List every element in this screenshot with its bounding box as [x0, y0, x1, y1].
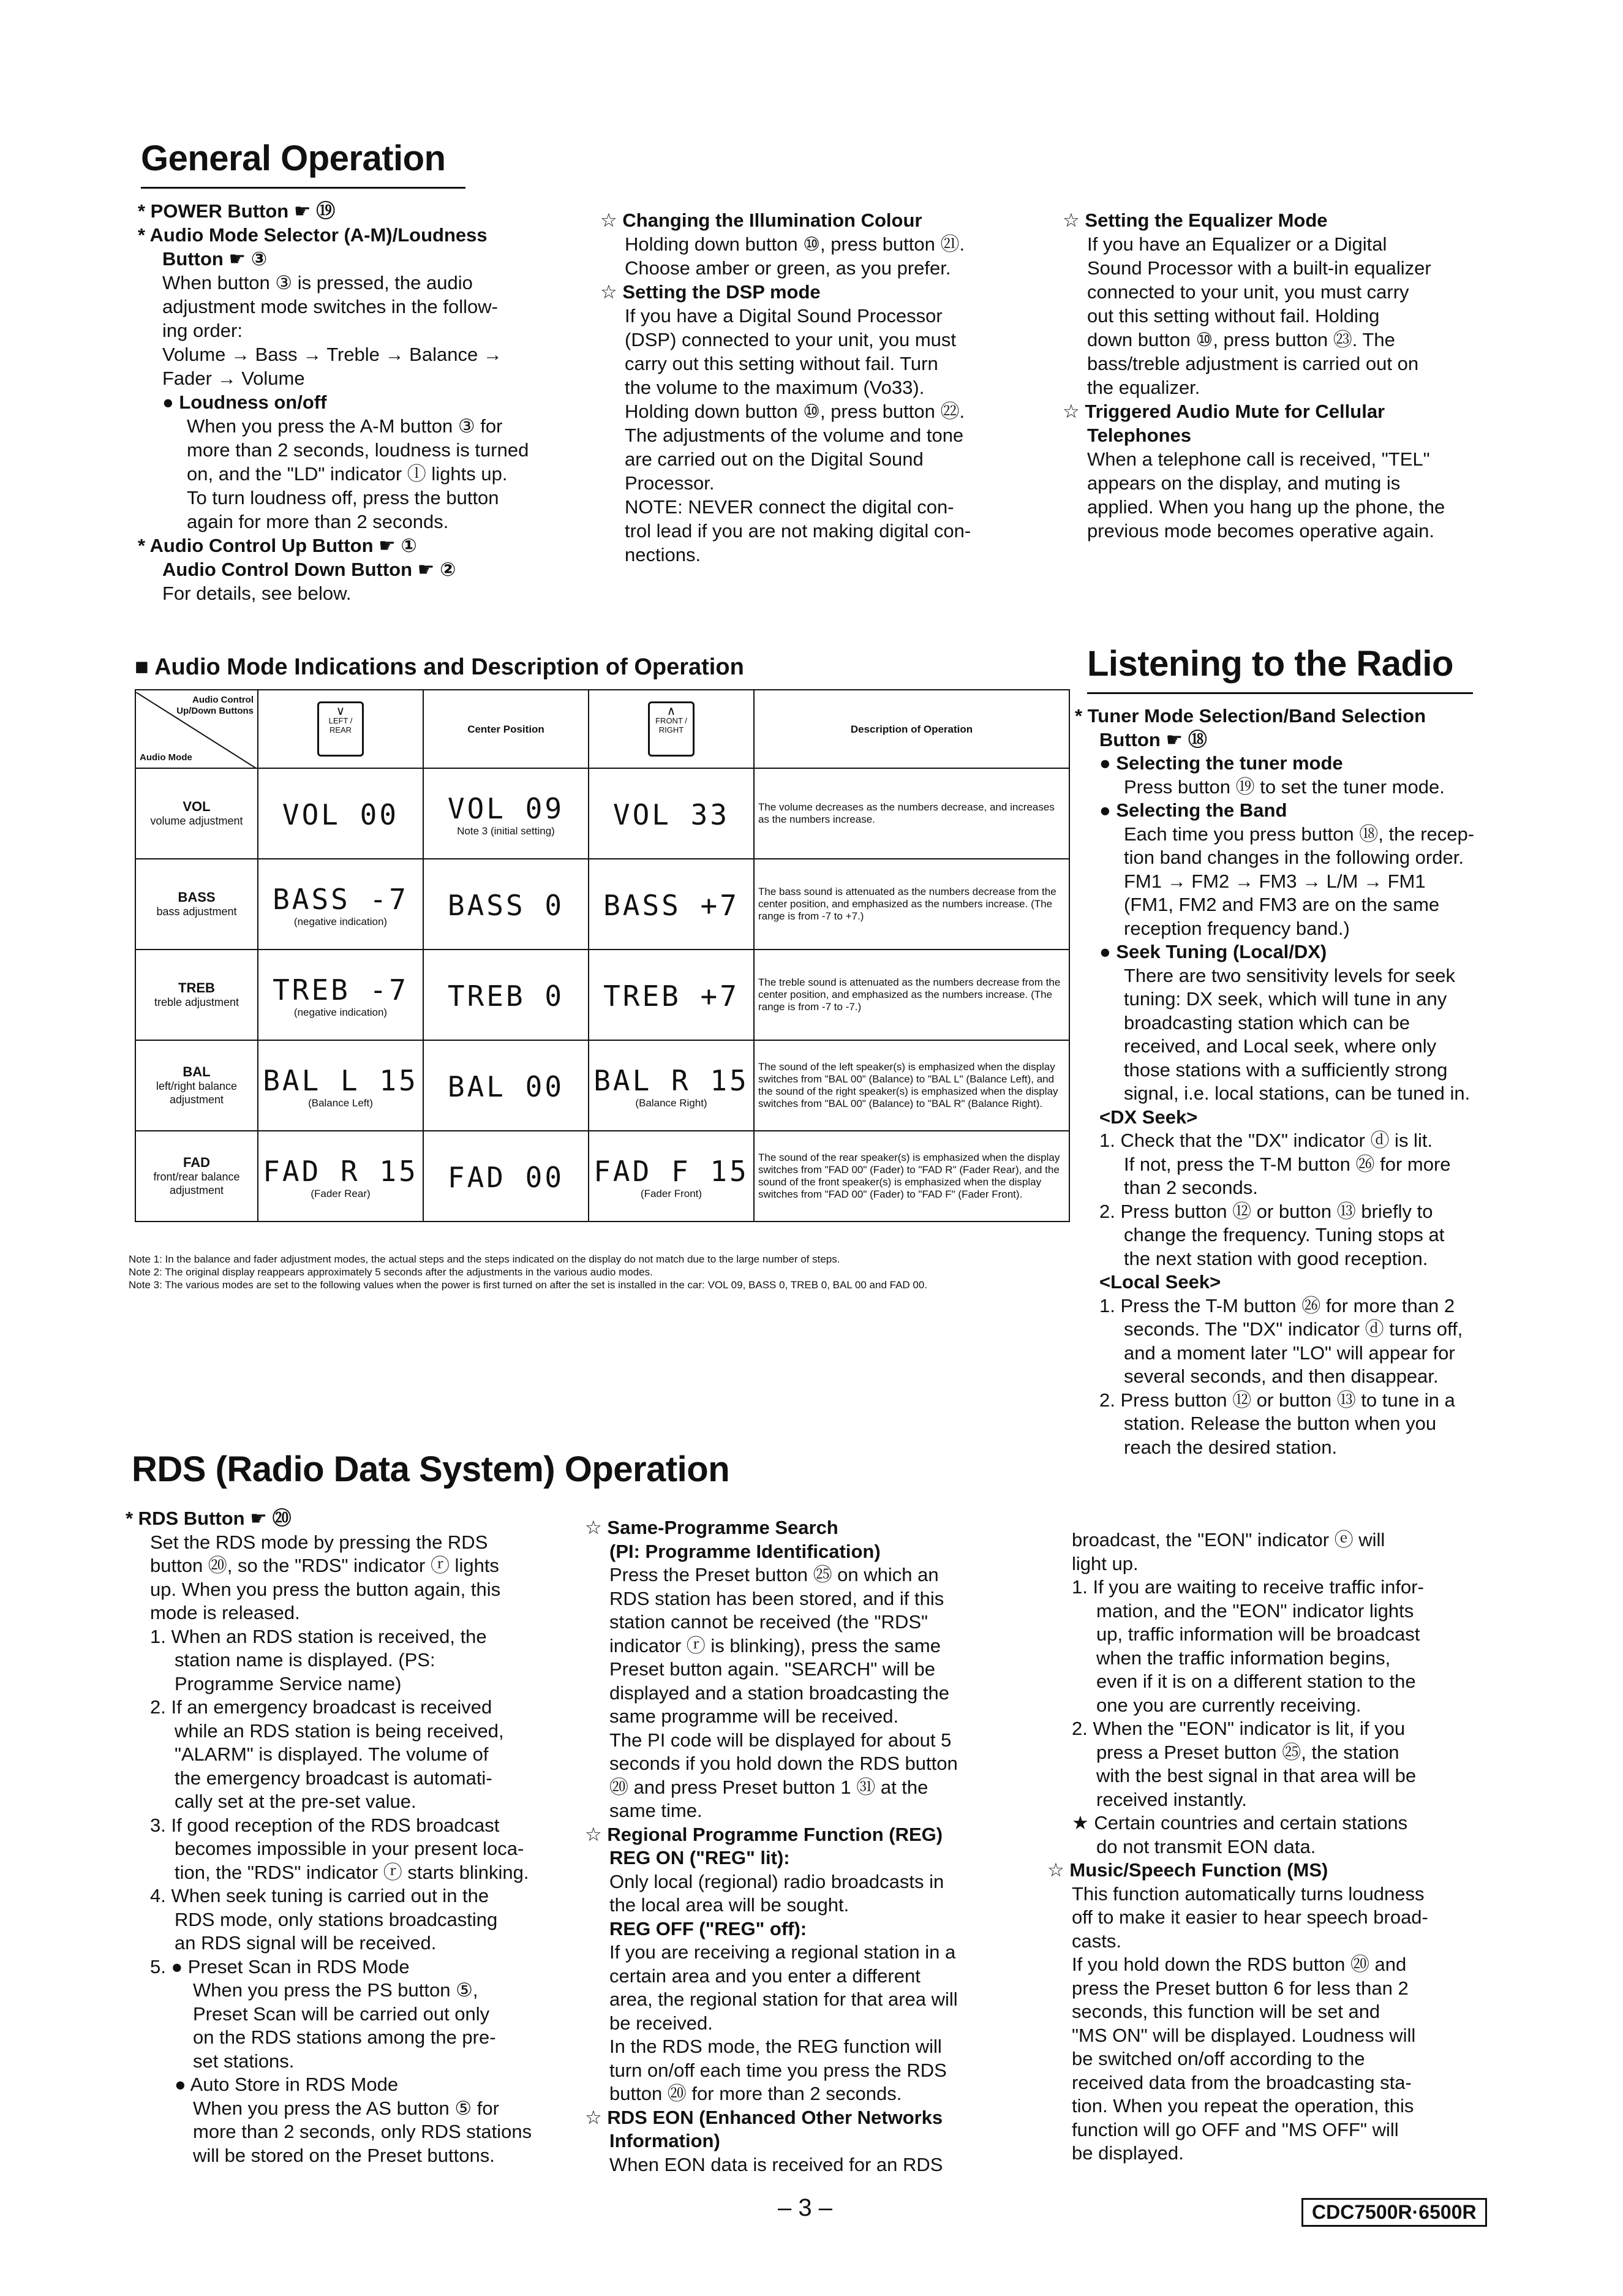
text-line: 1. Check that the "DX" indicator ⓓ is lit. [1099, 1130, 1433, 1151]
text-line: "ALARM" is displayed. The volume of [175, 1743, 489, 1765]
text-line: casts. [1072, 1930, 1121, 1952]
text-line: ☆ Music/Speech Function (MS) [1047, 1859, 1328, 1881]
text-line: If not, press the T-M button ㉖ for more [1124, 1153, 1451, 1175]
text-line: on, and the "LD" indicator ⓛ lights up. [187, 463, 508, 485]
text-line: one you are currently receiving. [1096, 1694, 1361, 1716]
text-line: those stations with a sufficiently strong [1124, 1059, 1448, 1081]
text-line: The PI code will be displayed for about 5 [609, 1729, 952, 1751]
title-underline [141, 187, 465, 189]
mode-name: FAD [183, 1154, 210, 1170]
header-description: Description of Operation [754, 690, 1069, 768]
text-line: received instantly. [1096, 1788, 1247, 1810]
general-col-1 [138, 199, 603, 605]
text-line: When a telephone call is received, "TEL" [1087, 448, 1430, 470]
text-line: 2. Press button ⑫ or button ⑬ briefly to [1099, 1200, 1433, 1222]
text-line: Audio Control Down Button ☛ ② [162, 559, 456, 580]
text-line: cally set at the pre-set value. [175, 1791, 416, 1812]
text-line: ☆ Changing the Illumination Colour [600, 210, 922, 231]
text-line: ☆ RDS EON (Enhanced Other Networks [585, 2106, 943, 2128]
text-line: out this setting without fail. Holding [1087, 305, 1380, 327]
text-line: do not transmit EON data. [1096, 1835, 1316, 1857]
display-text: BASS +7 [603, 889, 739, 922]
text-line: and a moment later "LO" will appear for [1124, 1342, 1455, 1364]
display-text: FAD F 15 [593, 1155, 749, 1188]
text-line: tuning: DX seek, which will tune in any [1124, 988, 1447, 1010]
text-line: 1. When an RDS station is received, the [150, 1625, 487, 1647]
text-line: (PI: Programme Identification) [609, 1540, 881, 1562]
display-right [589, 1040, 754, 1131]
text-line: light up. [1072, 1552, 1139, 1574]
text-line: nections. [625, 544, 701, 565]
text-line: Sound Processor with a built-in equalizer [1087, 257, 1431, 279]
description-cell: The bass sound is attenuated as the numbers decrease from the center position, and emphasized as the numbers increase. (The range is from -7 to +7.) [754, 859, 1069, 950]
display-left [258, 1040, 423, 1131]
text-line: more than 2 seconds, loudness is turned [187, 439, 529, 461]
text-line: than 2 seconds. [1124, 1177, 1258, 1198]
text-line: For details, see below. [162, 583, 352, 604]
text-line: when the traffic information begins, [1096, 1647, 1391, 1669]
text-line: with the best signal in that area will be [1096, 1765, 1417, 1786]
text-line: down button ⑩, press button ㉓. The [1087, 329, 1395, 350]
text-line: If you hold down the RDS button ⑳ and [1072, 1954, 1407, 1975]
text-line: the next station with good reception. [1124, 1247, 1428, 1269]
text-line: are carried out on the Digital Sound [625, 448, 924, 470]
text-line: station name is displayed. (PS: [175, 1649, 435, 1671]
display-text: VOL 33 [612, 798, 730, 831]
text-line: ☆ Setting the DSP mode [600, 281, 821, 303]
text-line: In the RDS mode, the REG function will [609, 2036, 942, 2057]
mode-sub: left/right balance adjustment [156, 1079, 238, 1106]
text-line: change the frequency. Tuning stops at [1124, 1224, 1445, 1245]
text-line: There are two sensitivity levels for seek [1124, 964, 1455, 986]
audio-table-heading: ■ Audio Mode Indications and Description of Operation [135, 654, 744, 680]
text-line: 3. If good reception of the RDS broadcast [150, 1814, 500, 1836]
text-line: button ⑳ for more than 2 seconds. [609, 2083, 902, 2104]
text-line: Holding down button ⑩, press button ㉒. [625, 401, 965, 422]
display-caption: (negative indication) [293, 1006, 388, 1018]
text-line: If you have a Digital Sound Processor [625, 305, 943, 327]
text-line: station cannot be received (the "RDS" [609, 1611, 928, 1633]
radio-title-underline [1087, 692, 1473, 694]
text-line: same programme will be received. [609, 1705, 899, 1727]
display-caption: (Balance Right) [635, 1097, 707, 1109]
audio-mode-row [135, 859, 1069, 950]
mode-sub: volume adjustment [150, 814, 243, 827]
display-text: VOL 00 [282, 798, 399, 831]
mode-cell [135, 950, 258, 1040]
text-line: be received. [609, 2012, 713, 2034]
radio-title: Listening to the Radio [1087, 644, 1453, 684]
rds-col-2 [585, 1516, 1050, 2177]
text-line: When you press the AS button ⑤ for [193, 2097, 499, 2119]
text-line: When EON data is received for an RDS [609, 2153, 943, 2175]
text-line: indicator ⓡ is blinking), press the same [609, 1634, 941, 1656]
text-line: ing order: [162, 320, 243, 341]
text-line: 4. When seek tuning is carried out in the [150, 1885, 489, 1906]
mode-cell [135, 1131, 258, 1222]
display-right [589, 768, 754, 859]
text-line: while an RDS station is being received, [175, 1720, 504, 1742]
display-caption: Note 3 (initial setting) [457, 825, 555, 837]
text-line: the equalizer. [1087, 377, 1200, 398]
mode-name: TREB [178, 980, 215, 995]
text-line: tion, the "RDS" indicator ⓡ starts blinking. [175, 1861, 529, 1883]
text-line: Preset button again. "SEARCH" will be [609, 1658, 936, 1680]
text-line: displayed and a station broadcasting the [609, 1682, 949, 1704]
text-line: Button ☛ ⑱ [1099, 728, 1207, 750]
text-line: ☆ Triggered Audio Mute for Cellular [1063, 401, 1385, 422]
mode-sub: bass adjustment [156, 905, 237, 918]
text-line: trol lead if you are not making digital con- [625, 520, 971, 542]
text-line: carry out this setting without fail. Turn [625, 353, 938, 374]
mode-name: VOL [183, 798, 211, 814]
display-right [589, 859, 754, 950]
text-line: To turn loudness off, press the button [187, 487, 499, 508]
up-button-icon: ∧ FRONT / RIGHT [648, 701, 695, 757]
text-line: applied. When you hang up the phone, the [1087, 496, 1445, 518]
text-line: Only local (regional) radio broadcasts in [609, 1870, 944, 1892]
display-center [423, 1040, 589, 1131]
display-center [423, 1131, 589, 1222]
text-line: several seconds, and then disappear. [1124, 1365, 1439, 1387]
text-line: the emergency broadcast is automati- [175, 1767, 492, 1789]
header-left-button [258, 690, 423, 768]
text-line: Each time you press button ⑱, the recep- [1124, 823, 1475, 845]
radio-col [1075, 704, 1565, 1459]
text-line: * POWER Button ☛ ⑲ [138, 200, 336, 222]
text-line: When button ③ is pressed, the audio [162, 272, 473, 293]
text-line: (FM1, FM2 and FM3 are on the same [1124, 894, 1440, 915]
text-line: Press the Preset button ㉕ on which an [609, 1564, 939, 1585]
display-left [258, 1131, 423, 1222]
note-2: Note 2: The original display reappears approximately 5 seconds after the adjustments in the various audio modes. [129, 1266, 653, 1278]
text-line: area, the regional station for that area will [609, 1988, 958, 2010]
text-line: press a Preset button ㉕, the station [1096, 1741, 1399, 1763]
general-col-2 [600, 208, 1066, 567]
text-line: This function automatically turns loudness [1072, 1882, 1425, 1905]
display-caption: (Fader Rear) [311, 1188, 371, 1199]
text-line: Volume → Bass → Treble → Balance → [162, 344, 502, 365]
display-caption: (Balance Left) [308, 1097, 373, 1109]
text-line: up. When you press the button again, this [150, 1578, 501, 1600]
text-line: press the Preset button 6 for less than 2 [1072, 1977, 1409, 1999]
text-line: Processor. [625, 472, 715, 494]
display-caption: (Fader Front) [640, 1188, 702, 1199]
rds-title: RDS (Radio Data System) Operation [132, 1449, 730, 1489]
display-left [258, 859, 423, 950]
display-left [258, 950, 423, 1040]
text-line: Button ☛ ③ [162, 248, 268, 270]
text-line: reception frequency band.) [1124, 917, 1350, 939]
header-diagonal-cell [135, 690, 258, 768]
text-line: ● Selecting the Band [1099, 799, 1287, 821]
audio-mode-row [135, 950, 1069, 1040]
display-text: VOL 09 [447, 792, 565, 825]
display-text: TREB +7 [603, 980, 739, 1013]
text-line: If you have an Equalizer or a Digital [1087, 233, 1387, 255]
text-line: 2. If an emergency broadcast is received [150, 1696, 492, 1718]
text-line: the volume to the maximum (Vo33). [625, 377, 925, 398]
text-line: station. Release the button when you [1124, 1413, 1437, 1434]
text-line: seconds. The "DX" indicator ⓓ turns off, [1124, 1318, 1463, 1340]
display-text: BASS 0 [447, 889, 565, 922]
display-text: FAD R 15 [263, 1155, 418, 1188]
display-right [589, 1131, 754, 1222]
text-line: received, and Local seek, where only [1124, 1035, 1437, 1057]
display-text: BAL R 15 [593, 1064, 749, 1097]
mode-sub: front/rear balance adjustment [153, 1170, 240, 1196]
text-line: broadcasting station which can be [1124, 1011, 1410, 1033]
display-text: TREB 0 [447, 980, 565, 1013]
display-caption: (negative indication) [293, 916, 388, 927]
display-text: BASS -7 [273, 883, 409, 916]
text-line: <Local Seek> [1099, 1271, 1221, 1293]
text-line: reach the desired station. [1124, 1436, 1338, 1458]
text-line: ⑳ and press Preset button 1 ㉛ at the [609, 1776, 928, 1798]
mode-cell [135, 859, 258, 950]
text-line: Telephones [1087, 425, 1191, 446]
text-line: 5. ● Preset Scan in RDS Mode [150, 1955, 410, 1977]
text-line: The adjustments of the volume and tone [625, 425, 964, 446]
text-line: broadcast, the "EON" indicator ⓔ will [1072, 1529, 1385, 1550]
text-line: same time. [609, 1800, 702, 1821]
down-button-icon: ∨ LEFT / REAR [317, 701, 364, 757]
text-line: When you press the A-M button ③ for [187, 415, 503, 437]
text-line: up, traffic information will be broadcast [1096, 1623, 1420, 1645]
text-line: * Audio Mode Selector (A-M)/Loudness [138, 224, 488, 246]
text-line: ☆ Regional Programme Function (REG) [585, 1823, 943, 1845]
text-line: tion. When you repeat the operation, this [1072, 2095, 1414, 2117]
text-line: FM1 → FM2 → FM3 → L/M → FM1 [1124, 870, 1426, 892]
text-line: Choose amber or green, as you prefer. [625, 257, 951, 279]
header-control-label: Audio Control Up/Down Buttons [176, 695, 254, 716]
text-line: (DSP) connected to your unit, you must [625, 329, 957, 350]
text-line: bass/treble adjustment is carried out on [1087, 353, 1419, 374]
header-right-button [589, 690, 754, 768]
text-line: ● Selecting the tuner mode [1099, 752, 1343, 774]
audio-mode-row [135, 768, 1069, 859]
text-line: Programme Service name) [175, 1672, 402, 1694]
text-line: * Tuner Mode Selection/Band Selection [1075, 705, 1426, 727]
text-line: certain area and you enter a different [609, 1965, 921, 1987]
general-col-3 [1063, 208, 1540, 543]
text-line: RDS mode, only stations broadcasting [175, 1908, 498, 1930]
mode-name: BAL [183, 1063, 211, 1079]
text-line: even if it is on a different station to the [1096, 1671, 1416, 1692]
text-line: connected to your unit, you must carry [1087, 281, 1409, 303]
text-line: Set the RDS mode by pressing the RDS [150, 1531, 488, 1553]
note-1: Note 1: In the balance and fader adjustment modes, the actual steps and the steps indicated on the display do not match due to the large number of steps. [129, 1253, 840, 1265]
text-line: ☆ Same-Programme Search [585, 1517, 838, 1538]
text-line: Information) [609, 2130, 720, 2151]
display-text: BAL L 15 [263, 1064, 418, 1097]
text-line: REG ON ("REG" lit): [609, 1847, 790, 1868]
text-line: 1. If you are waiting to receive traffic infor- [1072, 1576, 1424, 1598]
text-line: on the RDS stations among the pre- [193, 2026, 496, 2048]
text-line: an RDS signal will be received. [175, 1932, 437, 1954]
note-3: Note 3: The various modes are set to the following values when the power is first turned on after the set is installed in the car: VOL 09, BASS 0, TREB 0, BAL 00 and FAD 00. [129, 1279, 928, 1291]
display-center [423, 859, 589, 950]
header-mode-label: Audio Mode [140, 752, 192, 763]
audio-table-notes [129, 1253, 1072, 1291]
display-left [258, 768, 423, 859]
text-line: button ⑳, so the "RDS" indicator ⓡ lights [150, 1555, 499, 1576]
text-line: ● Auto Store in RDS Mode [175, 2074, 399, 2095]
text-line: * RDS Button ☛ ⑳ [126, 1508, 292, 1529]
display-center [423, 768, 589, 859]
text-line: will be stored on the Preset buttons. [193, 2144, 495, 2166]
header-center-position: Center Position [423, 690, 589, 768]
display-text: TREB -7 [273, 973, 409, 1006]
text-line: 2. Press button ⑫ or button ⑬ to tune in a [1099, 1389, 1455, 1411]
mode-name: BASS [178, 889, 216, 905]
text-line: seconds, this function will be set and [1072, 2001, 1380, 2022]
audio-mode-table [135, 689, 1070, 1222]
rds-col-3 [1047, 1528, 1537, 2166]
text-line: again for more than 2 seconds. [187, 511, 449, 532]
audio-mode-row [135, 1040, 1069, 1131]
text-line: previous mode becomes operative again. [1087, 520, 1434, 542]
text-line: When you press the PS button ⑤, [193, 1979, 478, 2001]
text-line: Fader → Volume [162, 368, 305, 389]
display-right [589, 950, 754, 1040]
model-number: CDC7500R·6500R [1301, 2198, 1487, 2227]
text-line: REG OFF ("REG" off): [609, 1917, 807, 1939]
general-operation-title: General Operation [141, 138, 446, 178]
text-line: turn on/off each time you press the RDS [609, 2059, 947, 2081]
text-line: be displayed. [1072, 2142, 1184, 2164]
page-number: – 3 – [778, 2194, 832, 2221]
audio-mode-row [135, 1131, 1069, 1222]
text-line: mode is released. [150, 1602, 300, 1623]
text-line: received data from the broadcasting sta- [1072, 2071, 1412, 2093]
text-line: appears on the display, and muting is [1087, 472, 1401, 494]
text-line: more than 2 seconds, only RDS stations [193, 2121, 532, 2142]
text-line: ● Seek Tuning (Local/DX) [1099, 941, 1327, 962]
text-line: NOTE: NEVER connect the digital con- [625, 496, 954, 518]
text-line: mation, and the "EON" indicator lights [1096, 1599, 1414, 1622]
mode-sub: treble adjustment [154, 995, 239, 1008]
text-line: 2. When the "EON" indicator is lit, if you [1072, 1718, 1406, 1739]
text-line: 1. Press the T-M button ㉖ for more than 2 [1099, 1294, 1455, 1316]
description-cell: The volume decreases as the numbers decrease, and increases as the numbers increase. [754, 768, 1069, 859]
text-line: RDS station has been stored, and if this [609, 1587, 944, 1609]
text-line: ☆ Setting the Equalizer Mode [1063, 210, 1328, 231]
text-line: be switched on/off according to the [1072, 2048, 1365, 2069]
description-cell: The sound of the left speaker(s) is emphasized when the display switches from "BAL 00" (Balance) to "BAL L" (Balance Left), and the sound of the right speaker(s) is emphasized when the display switches from "BAL 00" (Balance) to "BAL R" (Balance Right). [754, 1040, 1069, 1131]
audio-table-header-row [135, 690, 1069, 768]
text-line: Press button ⑲ to set the tuner mode. [1124, 776, 1445, 798]
text-line: set stations. [193, 2050, 295, 2072]
display-text: BAL 00 [447, 1070, 565, 1103]
description-cell: The treble sound is attenuated as the numbers decrease from the center position, and emphasized as the numbers increase. (The range is from -7 to -7.) [754, 950, 1069, 1040]
text-line: becomes impossible in your present loca- [175, 1838, 524, 1859]
text-line: seconds if you hold down the RDS button [609, 1753, 958, 1774]
text-line: the local area will be sought. [609, 1894, 849, 1916]
text-line: ● Loudness on/off [162, 391, 327, 413]
display-center [423, 950, 589, 1040]
text-line: tion band changes in the following order. [1124, 847, 1464, 868]
text-line: adjustment mode switches in the follow- [162, 296, 498, 317]
display-text: FAD 00 [447, 1161, 565, 1194]
text-line: function will go OFF and "MS OFF" will [1072, 2118, 1399, 2140]
text-line: If you are receiving a regional station in a [609, 1941, 956, 1963]
text-line: ★ Certain countries and certain stations [1072, 1812, 1408, 1833]
text-line: <DX Seek> [1099, 1106, 1198, 1128]
text-line: Holding down button ⑩, press button ㉑. [625, 233, 965, 255]
description-cell: The sound of the rear speaker(s) is emphasized when the display switches from "FAD 00" (Fader) to "FAD R" (Fader Rear), and the sound of the front speaker(s) is emphasized when the display switches from "FAD 00" (Fader) to "FAD F" (Fader Front). [754, 1131, 1069, 1222]
rds-col-1 [126, 1507, 591, 2167]
text-line: Preset Scan will be carried out only [193, 2003, 490, 2025]
mode-cell [135, 768, 258, 859]
text-line: * Audio Control Up Button ☛ ① [138, 535, 417, 556]
text-line: signal, i.e. local stations, can be tuned in. [1124, 1082, 1470, 1104]
text-line: off to make it easier to hear speech broad- [1072, 1906, 1428, 1928]
text-line: "MS ON" will be displayed. Loudness will [1072, 2024, 1416, 2046]
mode-cell [135, 1040, 258, 1131]
